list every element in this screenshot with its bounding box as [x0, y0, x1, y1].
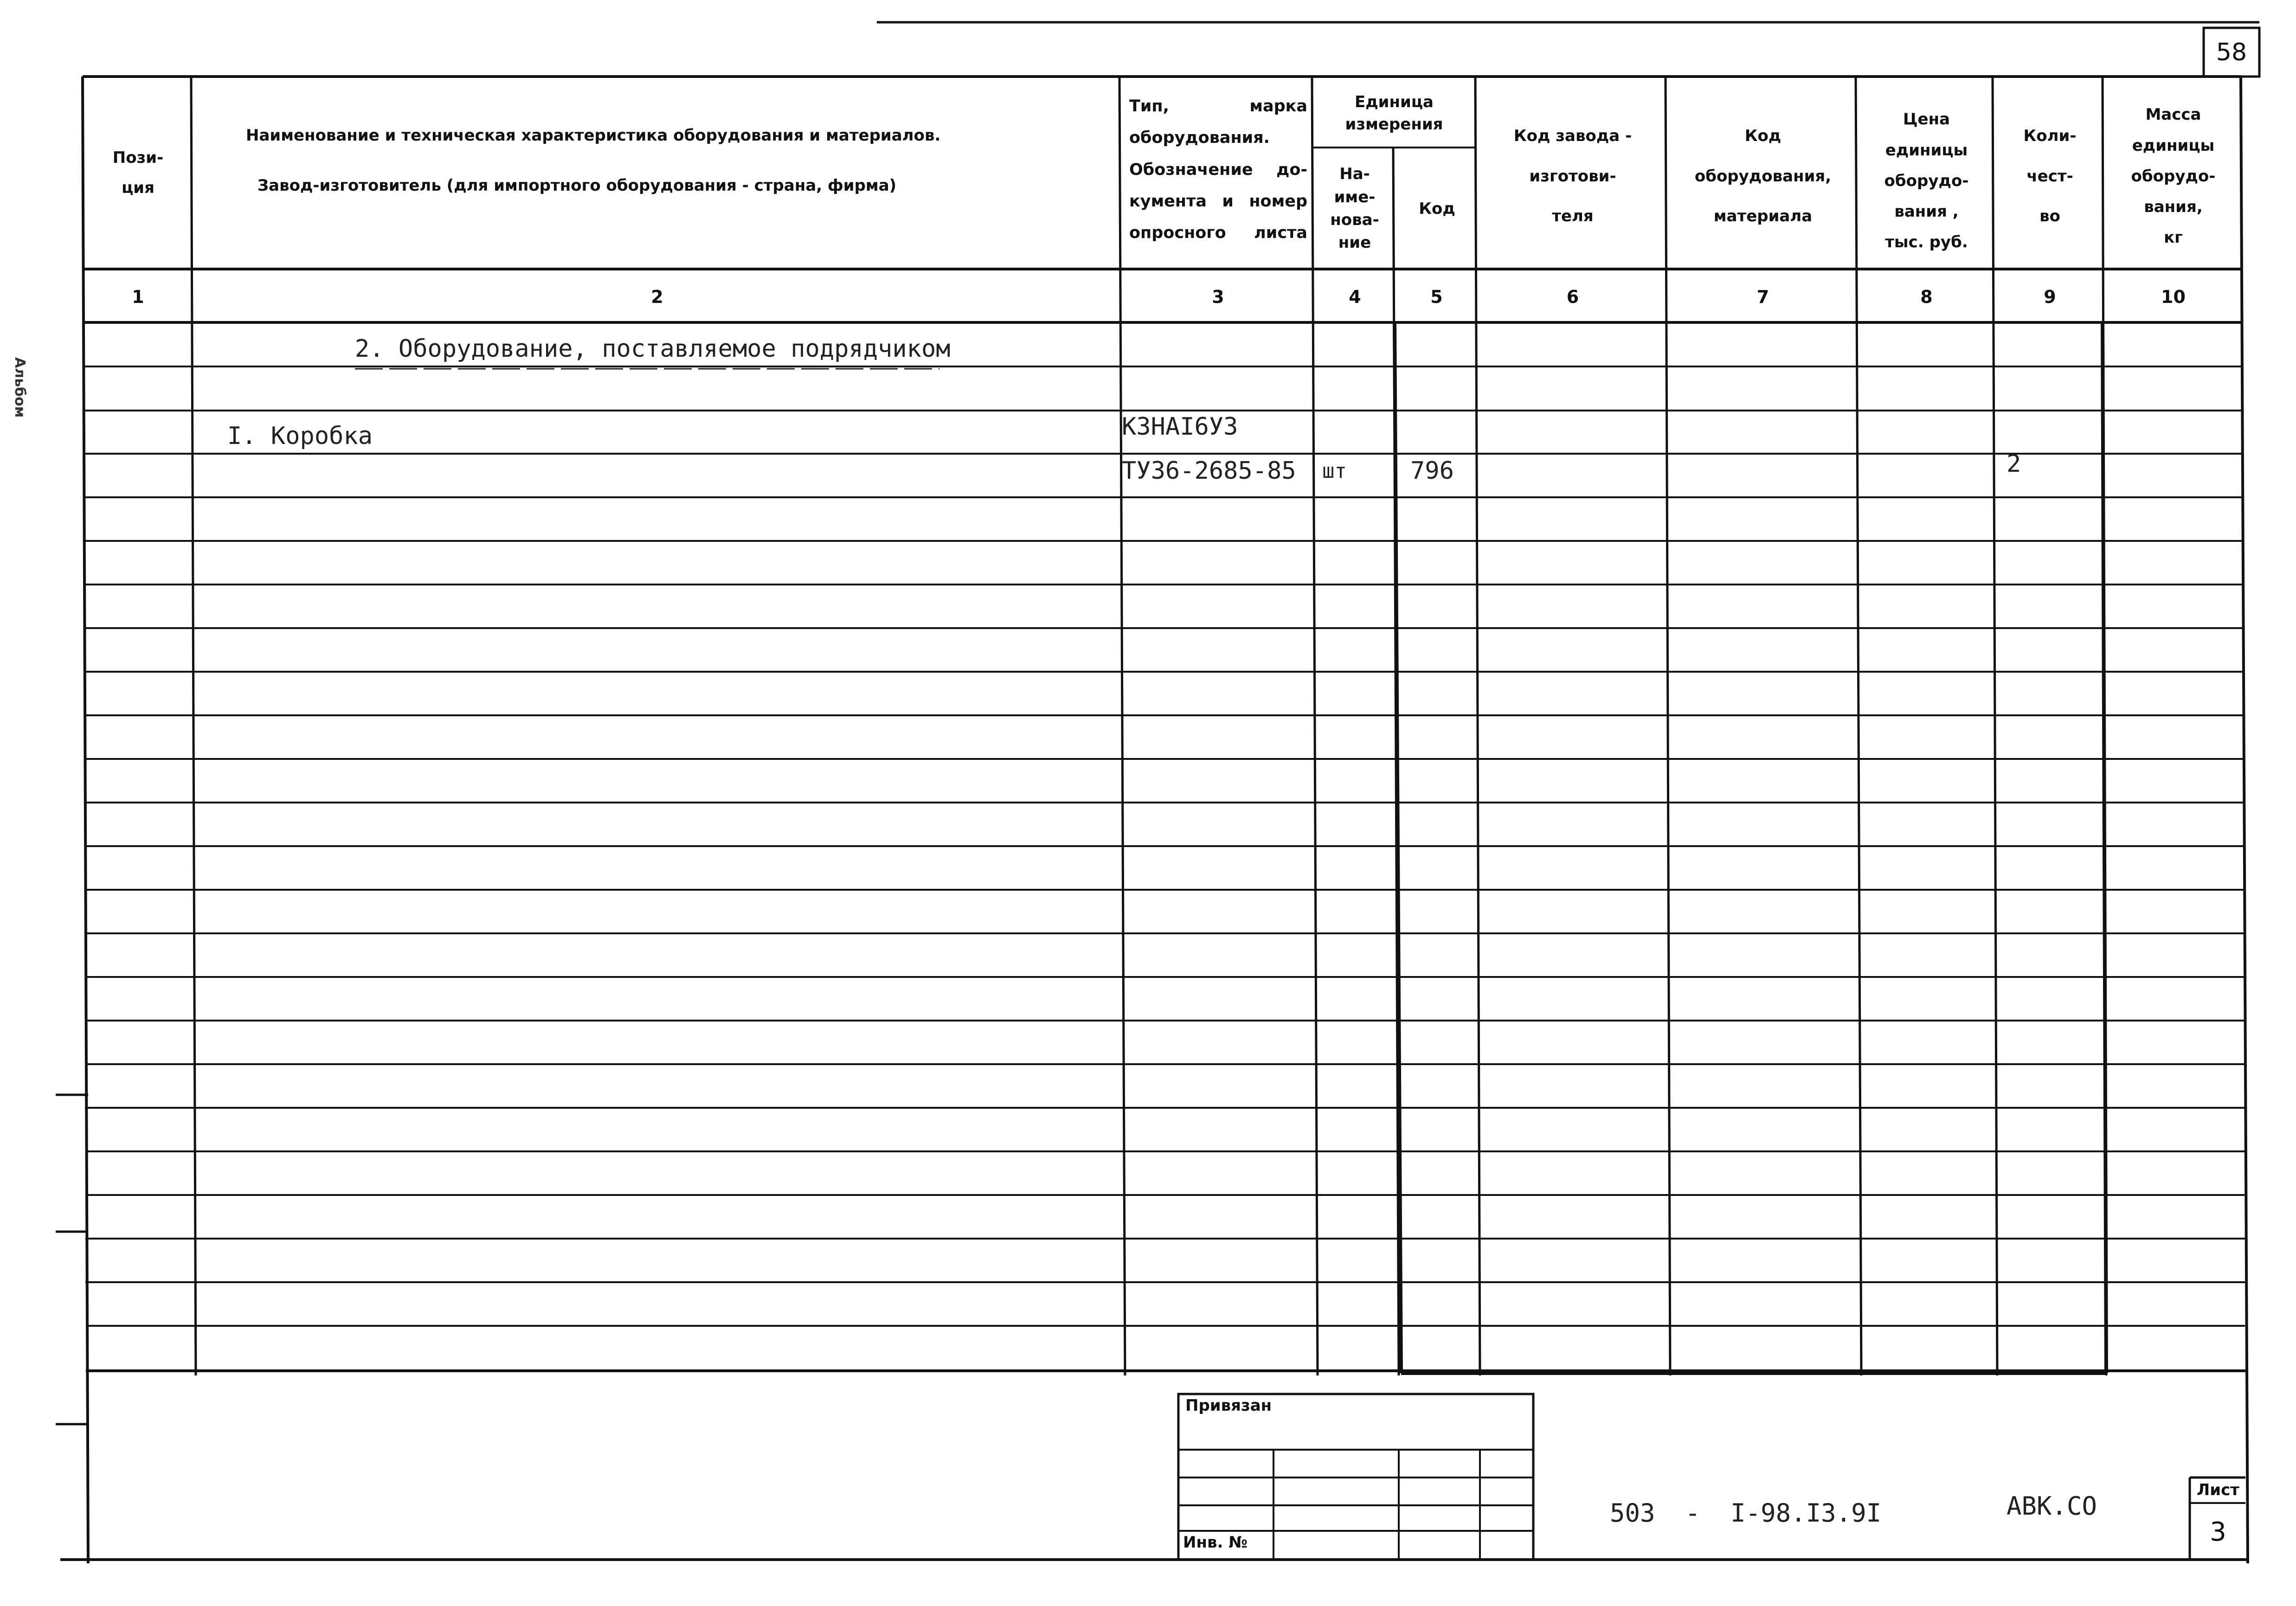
column-number-1: 1 [132, 287, 144, 307]
corner-sheet-number: 58 [2216, 38, 2247, 66]
header-unit-name: На- име- нова- ние [1330, 165, 1379, 252]
header-position: Пози- ция [112, 148, 164, 197]
column-number-10: 10 [2161, 287, 2186, 307]
stamp-document-mark: АВК.СО [2007, 1491, 2097, 1521]
stamp-sheet-label: Лист [2197, 1481, 2239, 1499]
header-unit-code: Код [1419, 199, 1455, 218]
item-unit-code: 796 [1410, 457, 1454, 485]
column-number-6: 6 [1566, 287, 1579, 307]
stamp-inventory-label: Инв. № [1183, 1533, 1248, 1552]
header-quantity: Коли- чест- во [2023, 126, 2077, 226]
stamp-sheet-number: 3 [2210, 1517, 2226, 1547]
header-type: Тип, марка оборудования. Обозначение до- кумента и номер опросного листа [1129, 97, 1307, 242]
column-number-9: 9 [2044, 287, 2056, 307]
column-number-5: 5 [1430, 287, 1443, 307]
header-price: Цена единицы оборудо- вания , тыс. руб. [1884, 110, 1969, 252]
header-name-line1: Наименование и техническая характеристика оборудования и материалов. [246, 126, 941, 145]
margin-album-label: Альбом [12, 357, 28, 418]
item-unit: шт [1322, 459, 1347, 483]
column-number-2: 2 [651, 287, 663, 307]
item-name: I. Коробка [227, 422, 373, 450]
column-number-7: 7 [1756, 287, 1769, 307]
header-unit-group: Единица измерения [1345, 93, 1443, 134]
column-number-8: 8 [1920, 287, 1933, 307]
stamp-bound-label: Привязан [1185, 1396, 1272, 1415]
header-factory-code: Код завода - изготови- теля [1513, 126, 1632, 226]
section-title: 2. Оборудование, поставляемое подрядчиком [355, 335, 951, 363]
column-number-3: 3 [1212, 287, 1224, 307]
column-number-4: 4 [1349, 287, 1361, 307]
item-document: ТУ36-2685-85 [1122, 457, 1296, 485]
item-type: КЗНАI6У3 [1122, 413, 1238, 441]
header-name-line2: Завод-изготовитель (для импортного оборудования - страна, фирма) [257, 176, 897, 195]
header-equipment-code: Код оборудования, материала [1694, 126, 1832, 226]
stamp-document-code: 503 - I-98.I3.9I [1610, 1498, 1882, 1528]
item-quantity: 2 [2007, 450, 2021, 478]
header-mass: Масса единицы оборудо- вания, кг [2131, 105, 2216, 247]
